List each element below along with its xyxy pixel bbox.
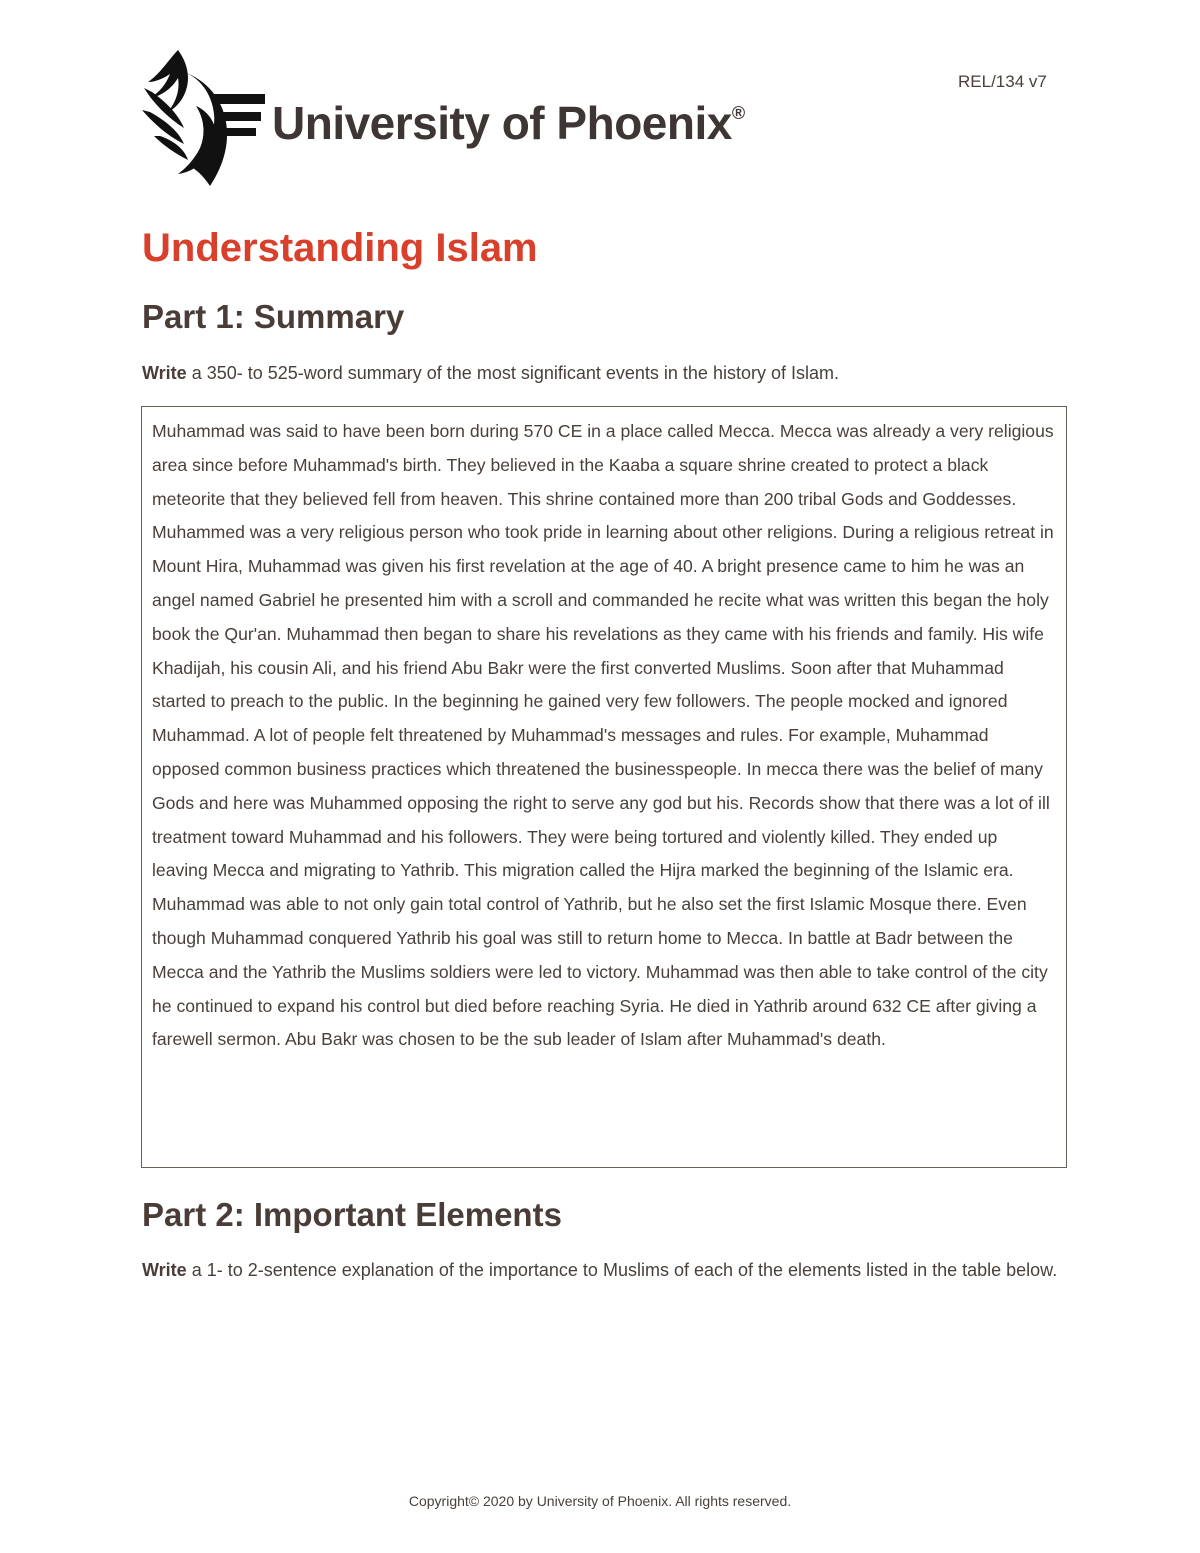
logo-text: University of Phoenix <box>272 97 732 149</box>
part2-heading: Part 2: Important Elements <box>142 1196 562 1233</box>
part1-answer-box[interactable] <box>141 406 1067 1168</box>
university-logo <box>140 48 780 188</box>
phoenix-bird-icon <box>140 48 265 186</box>
part2-instruction <box>142 1259 1062 1281</box>
part1-instruction <box>142 362 1062 384</box>
part1-instruction-verb: Write <box>142 363 187 383</box>
part1-instruction-text: a 350- to 525-word summary of the most significant events in the history of Islam. <box>186 363 839 383</box>
document-title: Understanding Islam <box>142 226 538 270</box>
part2-instruction-verb: Write <box>142 1260 187 1280</box>
document-code: REL/134 v7 <box>958 72 1047 91</box>
copyright-footer: Copyright© 2020 by University of Phoenix. All rights reserved. <box>408 1493 792 1509</box>
part1-answer-text: Muhammad was said to have been born during 570 CE in a place called Mecca. Mecca was already a very religious area since before Muhammad's birth. They believed in the Kaaba a square shrine created to protect a black meteorite that they believed fell from heaven. This shrine contained more than 200 tribal Gods and Goddesses. Muhammed was a very religious person who took pride in learning about other religions. During a religious retreat in Mount Hira, Muhammad was given his first revelation at the age of 40. A bright presence came to him he was an angel named Gabriel he presented him with a scroll and commanded he recite what was written this began the holy book the Qur'an. Muhammad then began to share his revelations as they came with his friends and family. His wife Khadijah, his cousin Ali, and his friend Abu Bakr were the first converted Muslims. Soon after that Muhammad started to preach to the public. In the beginning he gained very few followers. The people mocked and ignored Muhammad. A lot of people felt threatened by Muhammad's messages and rules. For example, Muhammad opposed common business practices which threatened the businesspeople. In mecca there was the belief of many Gods and here was Muhammed opposing the right to serve any god but his. Records show that there was a lot of ill treatment toward Muhammad and his followers. They were being tortured and violently killed. They ended up leaving Mecca and migrating to Yathrib. This migration called the Hijra marked the beginning of the Islamic era. Muhammad was able to not only gain total control of Yathrib, but he also set the first Islamic Mosque there. Even though Muhammad conquered Yathrib his goal was still to return home to Mecca. In battle at Badr between the Mecca and the Yathrib the Muslims soldiers were led to victory. Muhammad was then able to take control of the city he continued to expand his control but died before reaching Syria. He died in Yathrib around 632 CE after giving a farewell sermon. Abu Bakr was chosen to be the sub leader of Islam after Muhammad's death. <box>152 421 1054 1050</box>
part2-instruction-text: a 1- to 2-sentence explanation of the importance to Muslims of each of the elements listed in the table below. <box>186 1260 1058 1280</box>
logo-wordmark <box>272 96 745 150</box>
registered-mark: ® <box>731 102 745 123</box>
part1-heading: Part 1: Summary <box>142 298 405 335</box>
